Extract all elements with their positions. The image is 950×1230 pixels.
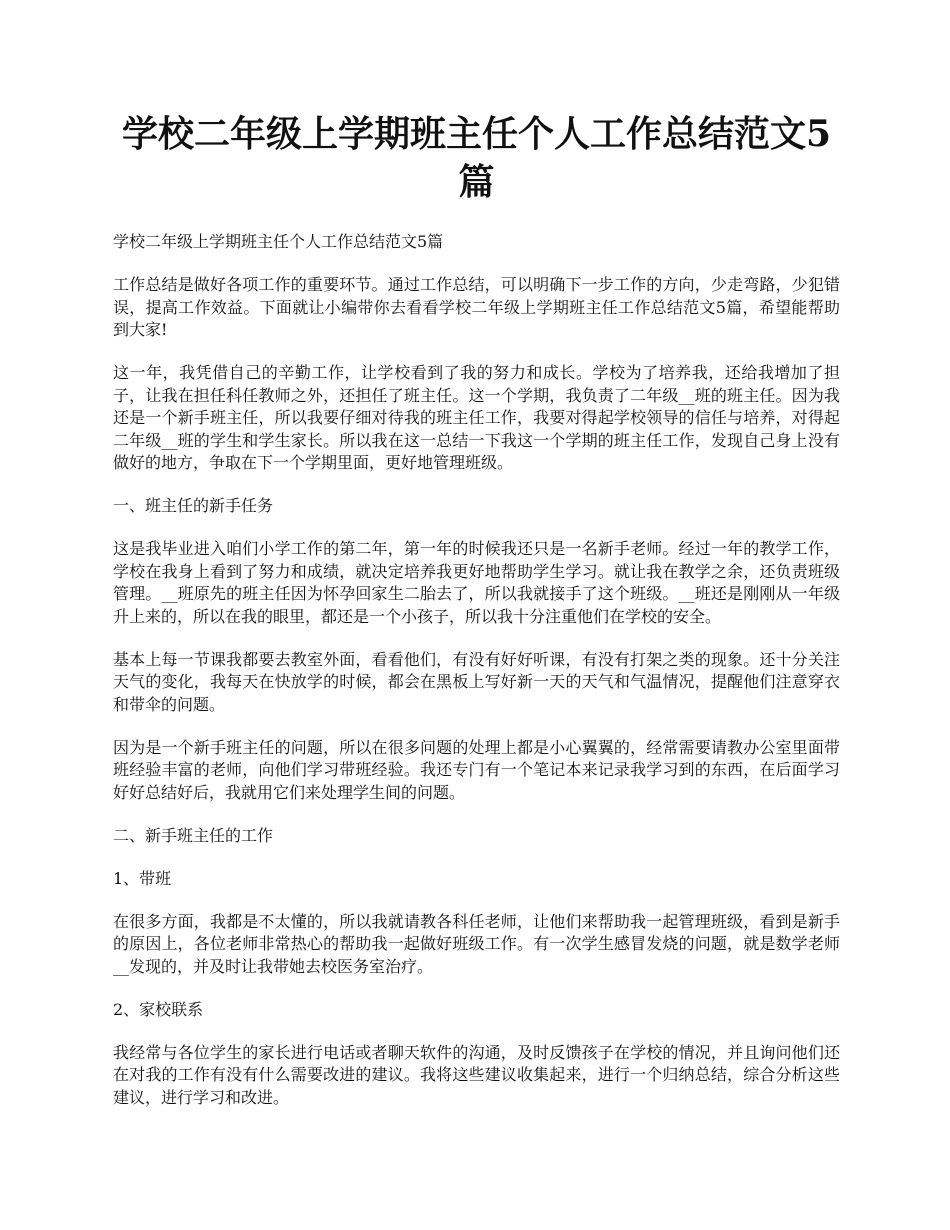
subsection-heading: 1、带班: [113, 868, 172, 888]
subtitle-paragraph: 学校二年级上学期班主任个人工作总结范文5篇: [113, 232, 444, 251]
section-heading: 二、新手班主任的工作: [113, 825, 274, 845]
body-paragraph: 这是我毕业进入咱们小学工作的第二年，第一年的时候我还只是一名新手老师。经过一年的教学工作，学校在我身上看到了努力和成绩，就决定培养我更好地帮助学生学习。就让我在教学之余，还负责班级管理。__班原先的班主任因为怀孕回家生二胎去了，所以我就接手了这个班级。__班还是刚刚从一年级升上来的，所以在我的眼里，都还是一个小孩子，所以我十分注重他们在学校的安全。: [113, 539, 840, 626]
body-paragraph: 这一年，我凭借自己的辛勤工作，让学校看到了我的努力和成长。学校为了培养我，还给我增加了担子，让我在担任科任教师之外，还担任了班主任。这一个学期，我负责了二年级__班的班主任。因为我还是一个新手班主任，所以我要仔细对待我的班主任工作，我要对得起学校领导的信任与培养，对得起二年级__班的学生和学生家长。所以我在这一总结一下我这一个学期的班主任工作，发现自己身上没有做好的地方，争取在下一个学期里面，更好地管理班级。: [113, 363, 840, 472]
body-paragraph: 基本上每一节课我都要去教室外面，看看他们，有没有好好听课，有没有打架之类的现象。还十分关注天气的变化，我每天在快放学的时候，都会在黑板上写好新一天的天气和气温情况，提醒他们注意穿衣和带伞的问题。: [113, 649, 840, 714]
document-title: 学校二年级上学期班主任个人工作总结范文5篇: [121, 113, 832, 203]
body-paragraph: 因为是一个新手班主任的问题，所以在很多问题的处理上都是小心翼翼的，经常需要请教办公室里面带班经验丰富的老师，向他们学习带班经验。我还专门有一个笔记本来记录我学习到的东西，在后面学习好好总结好后，我就用它们来处理学生间的问题。: [113, 737, 840, 802]
section-heading: 一、班主任的新手任务: [113, 496, 274, 515]
document-page: [113, 110, 840, 1130]
body-paragraph: 在很多方面，我都是不太懂的，所以我就请教各科任老师，让他们来帮助我一起管理班级，看到是新手的原因上，各位老师非常热心的帮助我一起做好班级工作。有一次学生感冒发烧的问题，就是数学老师__发现的，并及时让我带她去校医务室治疗。: [113, 911, 840, 976]
intro-paragraph: 工作总结是做好各项工作的重要环节。通过工作总结，可以明确下一步工作的方向，少走弯路，少犯错误，提高工作效益。下面就让小编带你去看看学校二年级上学期班主任工作总结范文5篇，希望能帮助到大家!: [113, 275, 840, 339]
body-paragraph: 我经常与各位学生的家长进行电话或者聊天软件的沟通，及时反馈孩子在学校的情况，并且询问他们还在对我的工作有没有什么需要改进的建议。我将这些建议收集起来，进行一个归纳总结，综合分析这些建议，进行学习和改进。: [113, 1042, 840, 1107]
subsection-heading: 2、家校联系: [113, 999, 204, 1019]
